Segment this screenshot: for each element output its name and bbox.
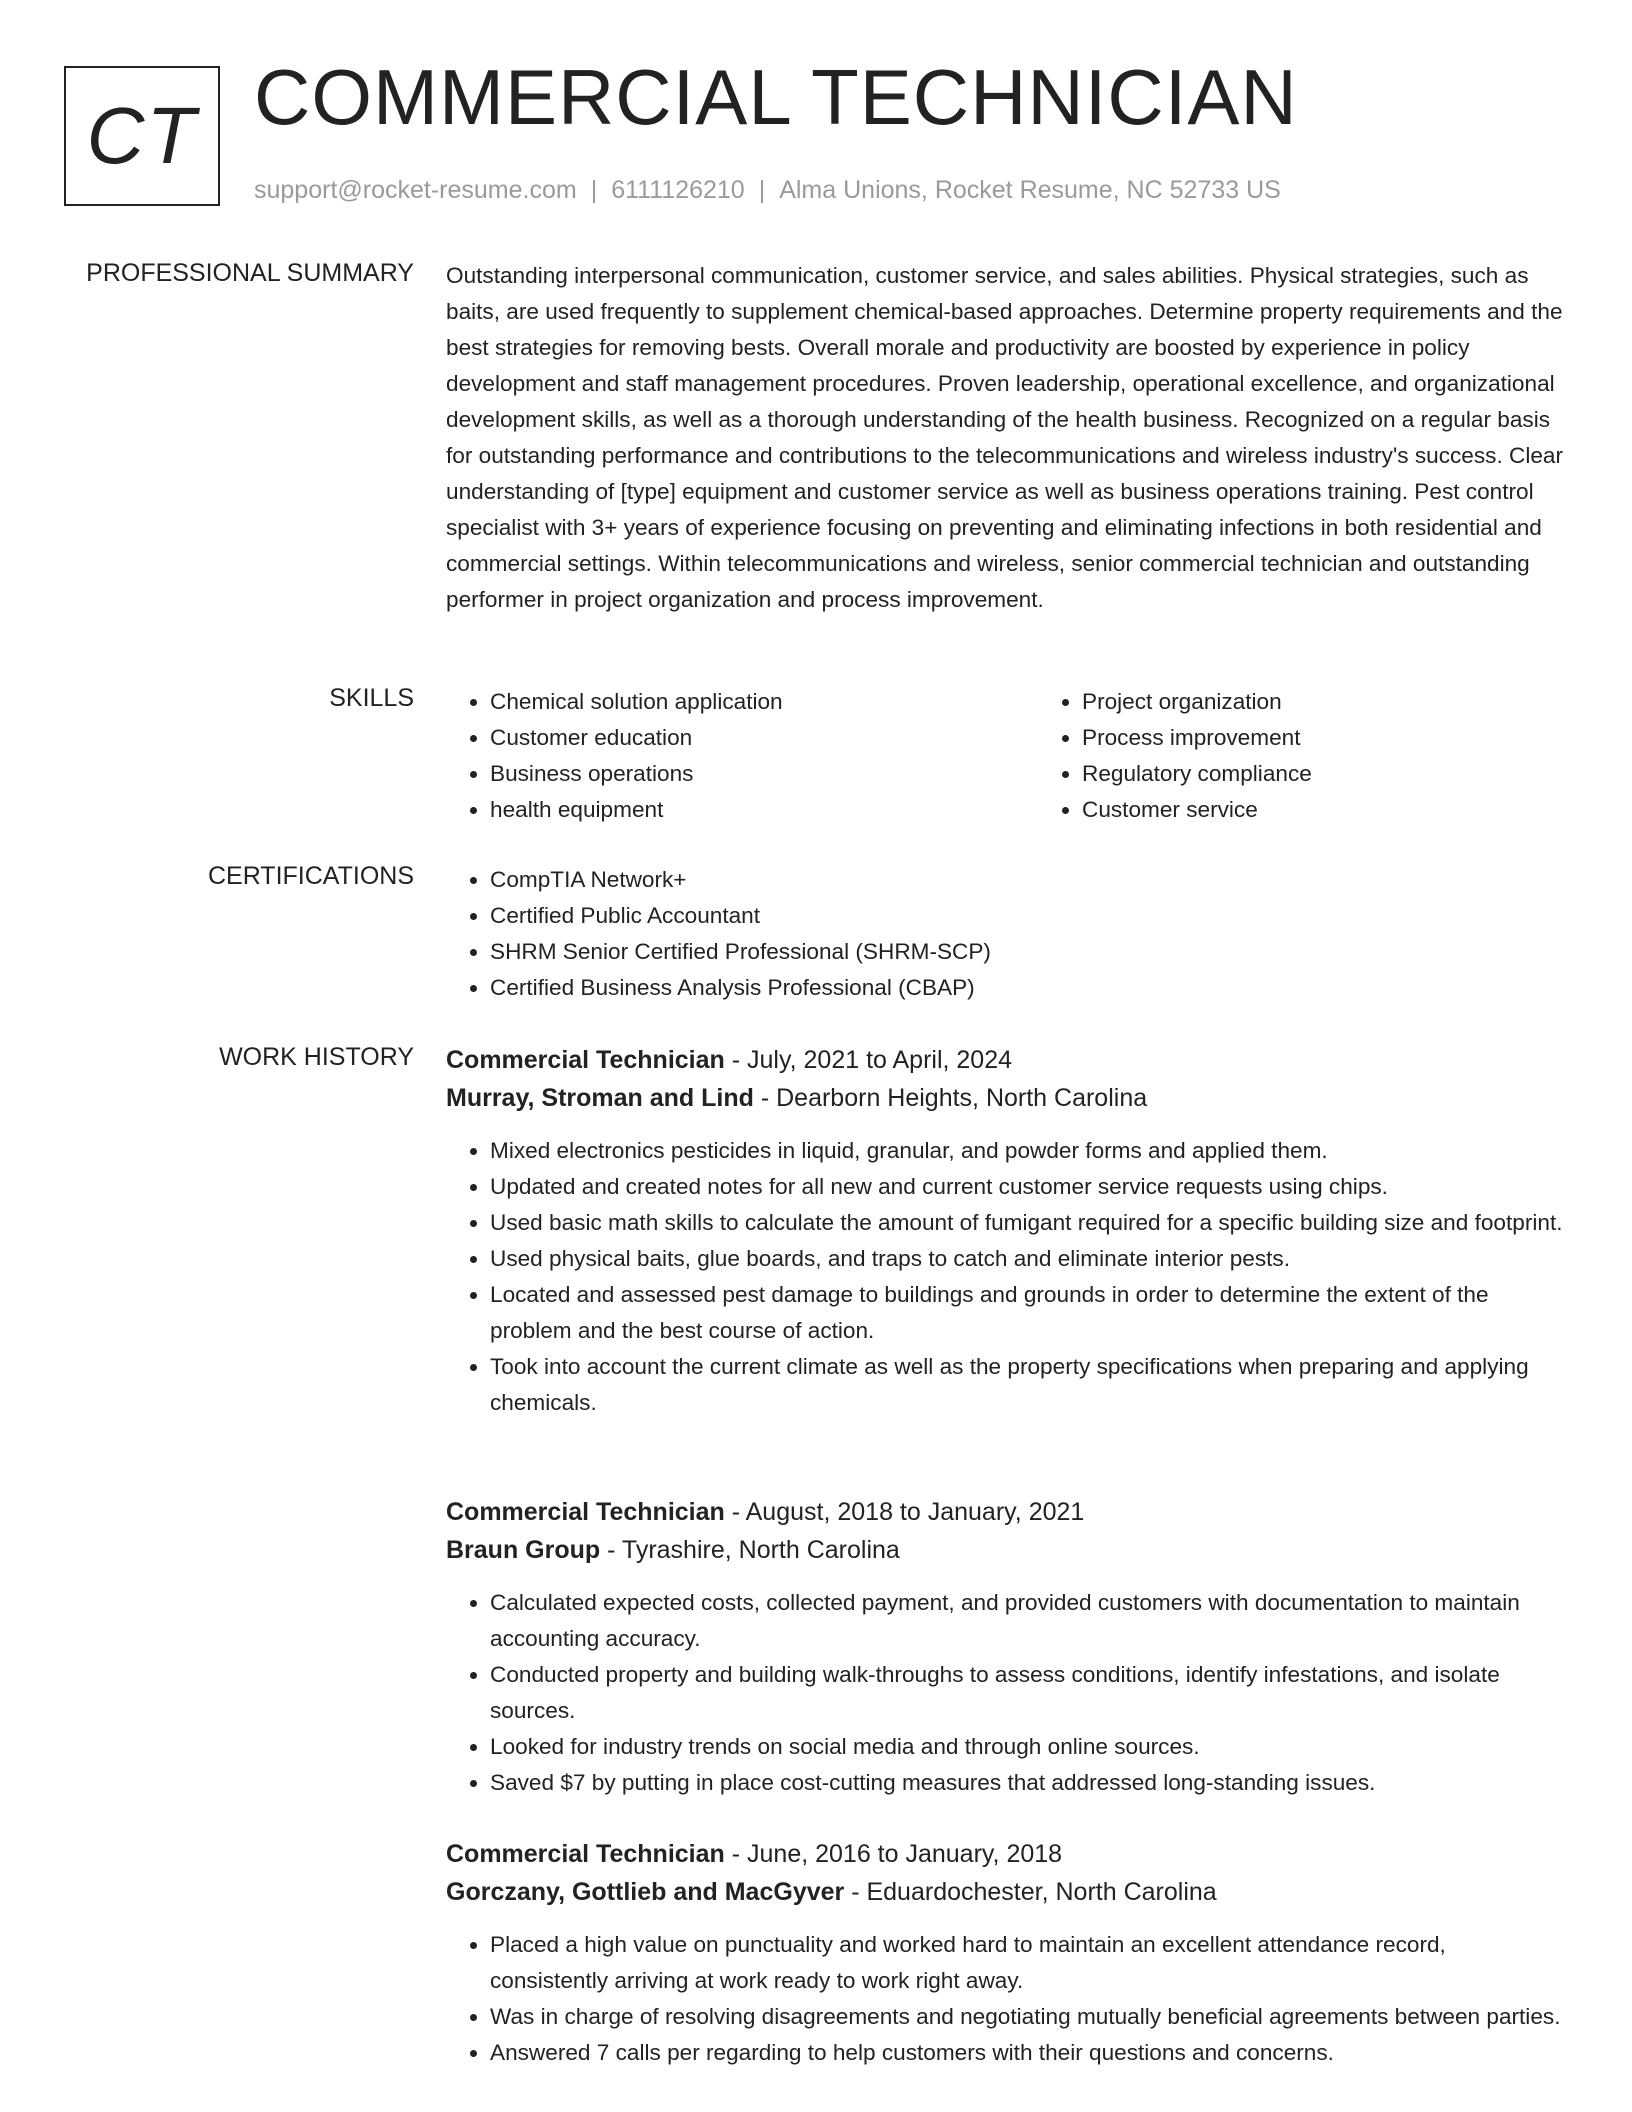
job-company: Murray, Stroman and Lind bbox=[446, 1084, 754, 1112]
skill-item: • Regulatory compliance bbox=[1082, 756, 1630, 792]
candidate-name: COMMERCIAL TECHNICIAN bbox=[254, 53, 1298, 141]
certification-item: • SHRM Senior Certified Professional (SHRM-SCP) bbox=[490, 934, 1564, 970]
section-label-summary: PROFESSIONAL SUMMARY bbox=[86, 259, 414, 287]
contact-separator: | bbox=[758, 176, 766, 204]
skills-grid bbox=[446, 684, 1564, 828]
job-title-line bbox=[446, 1835, 1564, 1873]
job-bullet: • Updated and created notes for all new and current customer service requests using chips. bbox=[490, 1169, 1564, 1205]
job-title: Commercial Technician bbox=[446, 1046, 725, 1074]
summary-text: Outstanding interpersonal communication, customer service, and sales abilities. Physical strategies, such as baits, are used frequently to supplement chemical-based approaches. Determine property requirements and the best strategies for removing bests. Overall morale and productivity are boosted by experience in policy development and staff management procedures. Proven leadership, operational excellence, and organizational development skills, as well as a thorough understanding of the health business. Recognized on a regular basis for outstanding performance and contributions to the telecommunications and wireless industry's success. Clear understanding of [type] equipment and customer service as well as business operations training. Pest control specialist with 3+ years of experience focusing on preventing and eliminating infections in both residential and commercial settings. Within telecommunications and wireless, senior commercial technician and outstanding performer in project organization and process improvement. bbox=[446, 263, 1563, 612]
certification-item: • Certified Public Accountant bbox=[490, 898, 1564, 934]
certification-item: • CompTIA Network+ bbox=[490, 862, 1564, 898]
skills-list-right bbox=[1038, 684, 1630, 828]
skill-item: • health equipment bbox=[490, 792, 1038, 828]
skill-item: • Project organization bbox=[1082, 684, 1630, 720]
job-bullets bbox=[446, 1585, 1564, 1801]
contact-address: Alma Unions, Rocket Resume, NC 52733 US bbox=[779, 176, 1281, 204]
skill-item: • Process improvement bbox=[1082, 720, 1630, 756]
summary-section bbox=[446, 258, 1564, 618]
job-entry bbox=[446, 1835, 1564, 2071]
job-title: Commercial Technician bbox=[446, 1498, 725, 1526]
contact-separator: | bbox=[590, 176, 598, 204]
contact-email[interactable]: support@rocket-resume.com bbox=[254, 176, 577, 204]
section-label-skills: SKILLS bbox=[329, 684, 414, 712]
job-bullet: • Looked for industry trends on social media and through online sources. bbox=[490, 1729, 1564, 1765]
job-bullet: • Mixed electronics pesticides in liquid, granular, and powder forms and applied them. bbox=[490, 1133, 1564, 1169]
job-dates: - July, 2021 to April, 2024 bbox=[724, 1046, 1013, 1074]
job-bullet: • Used physical baits, glue boards, and traps to catch and eliminate interior pests. bbox=[490, 1241, 1564, 1277]
certifications-list bbox=[446, 862, 1564, 1006]
job-entry bbox=[446, 1041, 1564, 1421]
job-bullet: • Conducted property and building walk-throughs to assess conditions, identify infestations, and isolate sources. bbox=[490, 1657, 1564, 1729]
job-title-line bbox=[446, 1493, 1564, 1531]
job-bullet: • Took into account the current climate as well as the property specifications when preparing and applying chemicals. bbox=[490, 1349, 1564, 1421]
job-company: Braun Group bbox=[446, 1536, 601, 1564]
job-bullets bbox=[446, 1927, 1564, 2071]
certifications-section bbox=[446, 862, 1564, 1006]
job-location: - Dearborn Heights, North Carolina bbox=[753, 1084, 1148, 1112]
job-title: Commercial Technician bbox=[446, 1840, 725, 1868]
job-bullet: • Used basic math skills to calculate the amount of fumigant required for a specific building size and footprint. bbox=[490, 1205, 1564, 1241]
job-company: Gorczany, Gottlieb and MacGyver bbox=[446, 1878, 845, 1906]
section-label-certifications: CERTIFICATIONS bbox=[207, 862, 414, 890]
skills-section bbox=[446, 684, 1564, 828]
job-bullets bbox=[446, 1133, 1564, 1421]
job-company-line bbox=[446, 1873, 1564, 1911]
job-entry bbox=[446, 1493, 1564, 1801]
section-label-work-history: WORK HISTORY bbox=[219, 1043, 414, 1071]
job-company-line bbox=[446, 1079, 1564, 1117]
job-bullet: • Answered 7 calls per regarding to help customers with their questions and concerns. bbox=[490, 2035, 1564, 2071]
contact-phone[interactable]: 6111126210 bbox=[611, 176, 745, 204]
job-location: - Tyrashire, North Carolina bbox=[600, 1536, 900, 1564]
skill-item: • Customer service bbox=[1082, 792, 1630, 828]
job-bullet: • Saved $7 by putting in place cost-cutting measures that addressed long-standing issues. bbox=[490, 1765, 1564, 1801]
job-bullet: • Was in charge of resolving disagreements and negotiating mutually beneficial agreements between parties. bbox=[490, 1999, 1564, 2035]
contact-line bbox=[254, 176, 1281, 205]
skills-list-left bbox=[446, 684, 1038, 828]
monogram-badge: CT bbox=[64, 66, 220, 206]
skill-item: • Customer education bbox=[490, 720, 1038, 756]
job-company-line bbox=[446, 1531, 1564, 1569]
job-bullet: • Located and assessed pest damage to buildings and grounds in order to determine the extent of the problem and the best course of action. bbox=[490, 1277, 1564, 1349]
job-location: - Eduardochester, North Carolina bbox=[844, 1878, 1217, 1906]
job-bullet: • Placed a high value on punctuality and worked hard to maintain an excellent attendance record, consistently arriving at work ready to work right away. bbox=[490, 1927, 1564, 1999]
job-title-line bbox=[446, 1041, 1564, 1079]
skill-item: • Chemical solution application bbox=[490, 684, 1038, 720]
job-dates: - June, 2016 to January, 2018 bbox=[724, 1840, 1063, 1868]
skill-item: • Business operations bbox=[490, 756, 1038, 792]
job-dates: - August, 2018 to January, 2021 bbox=[724, 1498, 1085, 1526]
job-bullet: • Calculated expected costs, collected payment, and provided customers with documentation to maintain accounting accuracy. bbox=[490, 1585, 1564, 1657]
certification-item: • Certified Business Analysis Professional (CBAP) bbox=[490, 970, 1564, 1006]
